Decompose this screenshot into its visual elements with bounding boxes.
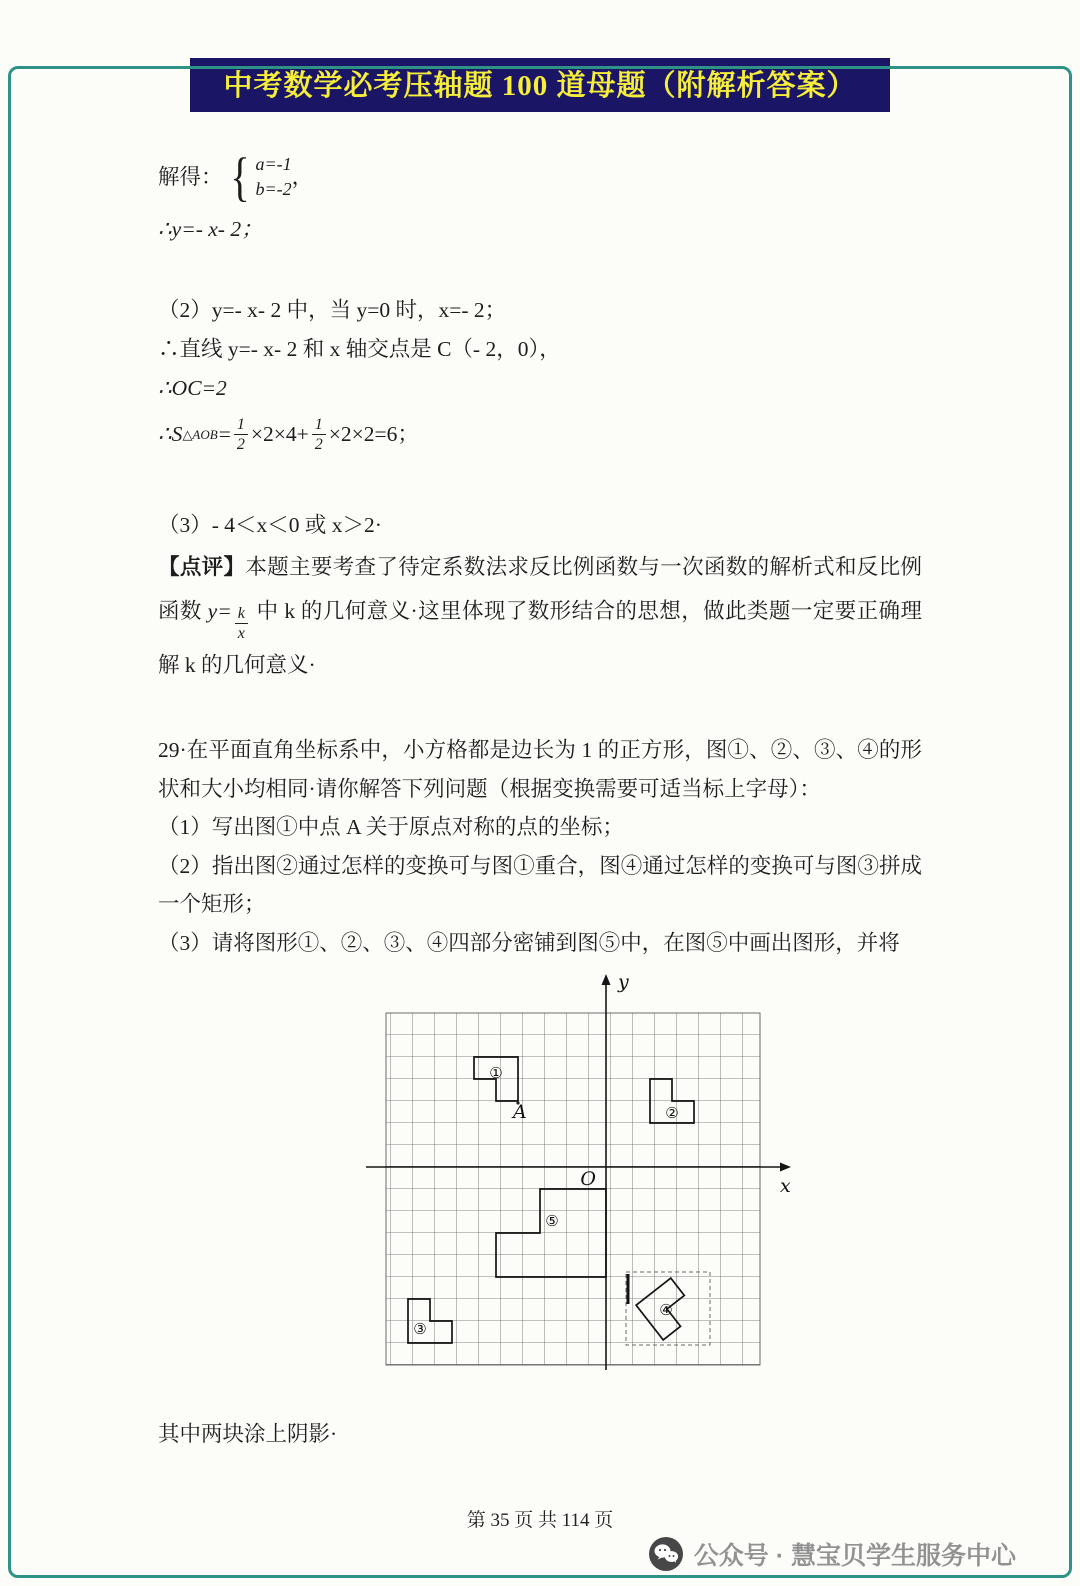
spacer xyxy=(158,460,922,506)
shape-4-label: ④ xyxy=(659,1301,673,1319)
comment-paragraph xyxy=(158,545,922,687)
fraction-denominator: 2 xyxy=(314,435,323,453)
origin-label: O xyxy=(580,1168,596,1190)
part2-line-1: （2）y=- x- 2 中，当 y=0 时，x=- 2； xyxy=(158,298,507,322)
comment-label: 【点评】 xyxy=(158,555,246,579)
triangle-area-line xyxy=(158,408,922,460)
point-a-label: A xyxy=(513,1101,527,1123)
coordinate-grid-figure xyxy=(346,968,922,1411)
solution-conclusion-y: ∴y=- x- 2； xyxy=(158,217,263,241)
shape-3-label: ③ xyxy=(413,1320,427,1338)
watermark xyxy=(648,1536,1016,1572)
fraction-one-half-1 xyxy=(234,415,248,454)
comment-text-before: 本题主要考查了待定系数法求反比例函数与一次函数的解析式和反比例函数 xyxy=(158,555,922,623)
x-axis-arrow-icon xyxy=(780,1163,791,1172)
problem-29-q3: （3）请将图形①、②、③、④四部分密铺到图⑤中，在图⑤中画出图形，并将 xyxy=(158,930,900,955)
solution-system-line xyxy=(158,144,922,210)
comment-text-after: 中 k 的几何意义·这里体现了数形结合的思想，做此类题一定要正确理解 k 的几何意义· xyxy=(158,599,922,677)
fraction-numerator: 1 xyxy=(234,415,248,435)
solve-suffix: ， xyxy=(291,164,314,189)
fraction-denominator: 2 xyxy=(236,435,245,453)
area-subscript: △AOB xyxy=(182,426,218,442)
y-axis-label: y xyxy=(618,971,629,993)
area-middle: ×2×4+ xyxy=(250,421,309,446)
problem-29-intro: 29·在平面直角坐标系中，小方格都是边长为 1 的正方形，图①、②、③、④的形状和大小均相同·请你解答下列问题（根据变换需要可适当标上字母）： xyxy=(158,738,922,801)
part3-line: （3）- 4＜x＜0 或 x＞2· xyxy=(158,513,382,537)
shape-1-label: ① xyxy=(489,1064,503,1082)
figure-svg xyxy=(346,968,806,1398)
watermark-text: 公众号 · 慧宝贝学生服务中心 xyxy=(693,1542,1016,1570)
equation-system xyxy=(255,152,291,202)
wechat-icon xyxy=(648,1536,684,1572)
spacer xyxy=(158,687,922,731)
fraction-one-half-2 xyxy=(312,415,326,454)
document-body xyxy=(0,112,1080,1453)
curly-brace-icon: { xyxy=(229,146,250,207)
part2-line-2: ∴直线 y=- x- 2 和 x 轴交点是 C（- 2，0）， xyxy=(158,337,561,361)
spacer xyxy=(158,249,922,291)
shape-5-label: ⑤ xyxy=(545,1212,559,1230)
system-equation-2: b=-2 xyxy=(255,179,292,199)
y-axis-arrow-icon xyxy=(602,974,611,985)
system-equation-1: a=-1 xyxy=(255,154,292,174)
area-symbol: ∴S xyxy=(158,421,183,446)
shape-2-label: ② xyxy=(665,1104,679,1122)
problem-29-q1: （1）写出图①中点 A 关于原点对称的点的坐标； xyxy=(158,815,624,839)
after-figure-text: 其中两块涂上阴影· xyxy=(158,1422,338,1446)
part2-line-3: ∴OC=2 xyxy=(158,376,227,400)
solve-prefix: 解得： xyxy=(158,164,223,189)
page-number: 第 35 页 共 114 页 xyxy=(466,1510,614,1531)
document-title-banner xyxy=(190,58,890,112)
fraction-k-over-x xyxy=(235,604,248,643)
area-end: ×2×2=6； xyxy=(328,421,419,446)
fraction-numerator: 1 xyxy=(312,415,326,435)
fraction-numerator: k xyxy=(235,604,248,624)
comment-y-equals: y= xyxy=(207,599,232,623)
fraction-denominator: x xyxy=(237,625,245,642)
document-title: 中考数学必考压轴题 100 道母题（附解析答案） xyxy=(223,70,857,102)
x-axis-label: x xyxy=(780,1175,791,1197)
problem-29-q2: （2）指出图②通过怎样的变换可与图①重合，图④通过怎样的变换可与图③拼成一个矩形； xyxy=(158,853,922,916)
area-equals: = xyxy=(218,421,231,446)
